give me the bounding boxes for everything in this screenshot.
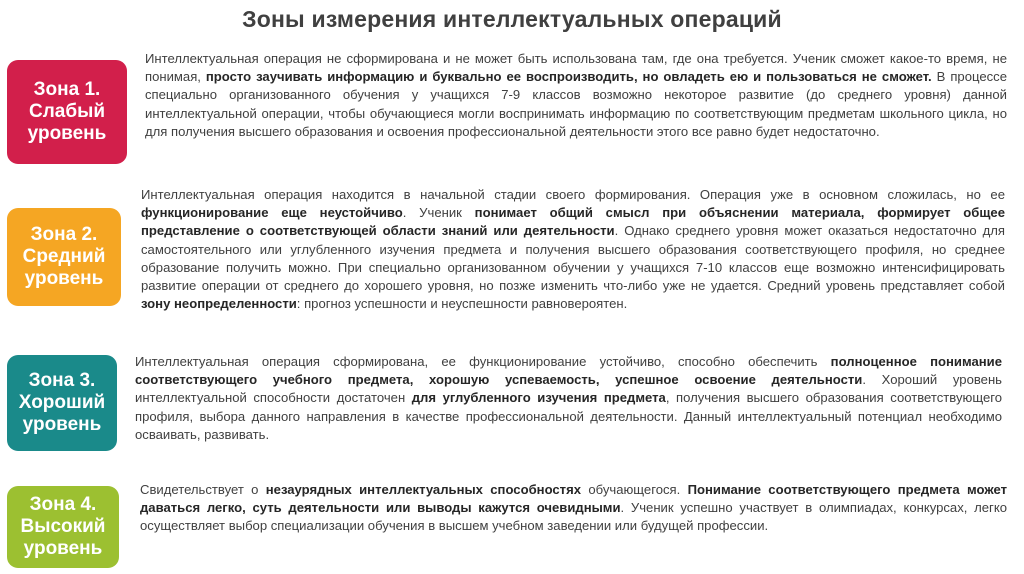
zone-2-text-segment: . Однако среднего уровня может оказаться недостаточно для самостоятельного или углубленного изучения предмета и получения высшего образования соответствующего профиля, но среднее образование получить можно. При специально организованном обучении у учащихся 7-10 классов еще возможно интенсифицировать развитие операции от среднего до хорошего уровня, но позже изменить что-либо уже не удается. Средний уровень представляет собой	[141, 223, 1006, 294]
zone-2-text-segment: зону неопределенности	[141, 296, 297, 312]
zone-4-text-segment: Свидетельствует о	[140, 482, 266, 497]
zone-1-text-segment: В процессе специально организованного обучения у учащихся 7-9 классов возможно некоторое развитие (до среднего уровня) данной интеллектуальной операции, чтобы обучающиеся могли воспринимать информацию по соответствующим предметам школьного цикла, но для получения высшего образования и освоения профессиональной деятельности этого все равно будет недостаточно.	[145, 69, 1007, 139]
zone-3-label-line1: Зона 3.	[28, 370, 96, 391]
zone-2-text-segment: Интеллектуальная операция находится в начальной стадии своего формирования. Операция уже в основном сложилась, но ее	[141, 187, 1005, 202]
zone-3-text-segment: . Хороший уровень интеллектуальной способности достаточен	[135, 372, 1003, 406]
zone-2-text-segment: понимает общий смысл при объяснении материала, формирует общее представление о соответствующей области знаний или деятельности	[141, 205, 1005, 239]
zone-1-text-segment: просто заучивать информацию и буквально ее воспроизводить, но овладеть ею и пользоваться не сможет.	[205, 69, 932, 85]
zone-1-label-line3: уровень	[27, 123, 107, 144]
zone-3-label-line2: Хороший	[18, 392, 106, 413]
zone-4-text-segment: . Ученик успешно участвует в олимпиадах, конкурсах, легко осуществляет выбор специализации обучения в высшем учебном заведении или будущей профессии.	[140, 500, 1007, 534]
zone-1-description	[145, 50, 1007, 141]
zone-2-description	[141, 186, 1005, 313]
zone-2-text-segment: : прогноз успешности и неуспешности равновероятен.	[296, 296, 628, 312]
zone-2-text-segment: функционирование еще неустойчиво	[141, 205, 403, 221]
zone-3-text-segment: Интеллектуальная операция сформирована, ее функционирование устойчиво, способно обеспечить	[135, 354, 831, 369]
zone-4-badge	[7, 486, 119, 568]
zone-1-label-line2: Слабый	[29, 101, 105, 122]
zone-2-label-line3: уровень	[24, 268, 104, 289]
zone-4-label-line3: уровень	[23, 538, 103, 559]
zone-4-text-segment: Понимание соответствующего предмета может даваться легко, суть деятельности или выводы кажутся очевидными	[140, 482, 1007, 516]
zone-3-text-segment: для углубленного изучения предмета	[411, 390, 666, 406]
zone-4-text-segment: незаурядных интеллектуальных способностях	[265, 482, 582, 497]
zone-2-label-line2: Средний	[22, 246, 106, 267]
zone-2-label-line1: Зона 2.	[30, 224, 98, 245]
zone-3-text-segment: , получения высшего образования соответствующего профиля, выбора данного направления в качестве профессиональной деятельности. Данный интеллектуальный потенциал необходимо осваивать, развивать.	[135, 390, 1002, 442]
zone-2-text-segment: . Ученик	[402, 205, 475, 221]
zone-4-text-segment: обучающегося.	[581, 482, 688, 497]
zone-3-description	[135, 353, 1002, 444]
zone-3-label-line3: уровень	[22, 414, 102, 435]
zone-2-badge	[7, 208, 121, 306]
zone-1-label-line1: Зона 1.	[33, 79, 101, 100]
zone-1-text-segment: Интеллектуальная операция не сформирована и не может быть использована там, где она требуется. Ученик сможет какое-то время, не понимая,	[145, 51, 1007, 85]
zone-4-label-line2: Высокий	[20, 516, 106, 537]
zone-3-badge	[7, 355, 117, 451]
zone-3-text-segment: полноценное понимание соответствующего учебного предмета, хорошую успеваемость, успешное освоение деятельности	[135, 354, 1002, 388]
page-title: Зоны измерения интеллектуальных операций	[242, 6, 782, 32]
zone-4-label-line1: Зона 4.	[29, 494, 97, 515]
zone-1-badge	[7, 60, 127, 164]
zone-4-description	[140, 481, 1007, 536]
